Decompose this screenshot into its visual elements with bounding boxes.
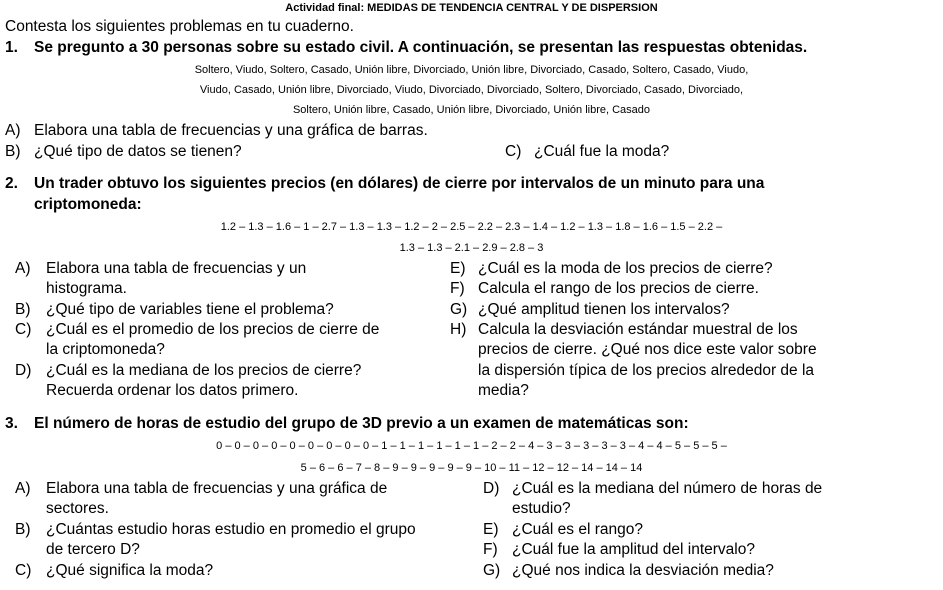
data-line: 1.3 – 1.3 – 2.1 – 2.9 – 2.8 – 3	[399, 242, 544, 254]
item-text: ¿Cuál es el promedio de los precios de cierre de	[46, 321, 380, 338]
item-text: ¿Cuál es el rango?	[512, 521, 643, 538]
item-text: la dispersión típica de los precios alrededor de la	[478, 362, 815, 379]
item-text: Recuerda ordenar los datos primero.	[46, 382, 299, 399]
item-text: Elabora una tabla de frecuencias y una gráfica de	[46, 480, 388, 497]
item-text: estudio?	[512, 500, 571, 517]
item-text: Elabora una tabla de frecuencias y un	[46, 260, 307, 277]
item-letter: C)	[505, 143, 522, 160]
item-letter: E)	[450, 260, 466, 277]
item-text: ¿Qué tipo de datos se tienen?	[34, 143, 242, 160]
item-letter: A)	[5, 122, 21, 139]
item-text: de tercero D?	[46, 541, 140, 558]
item-text: histograma.	[46, 280, 127, 297]
problem-number: 2.	[5, 175, 18, 192]
item-text: ¿Qué nos indica la desviación media?	[512, 562, 774, 579]
item-letter: C)	[15, 562, 32, 579]
item-letter: G)	[483, 562, 501, 579]
item-text: ¿Cuál fue la moda?	[534, 143, 670, 160]
item-text: ¿Qué significa la moda?	[46, 562, 214, 579]
problem-statement: Un trader obtuvo los siguientes precios (en dólares) de cierre por intervalos de un minuto para una	[34, 175, 765, 192]
problem-statement: Se pregunto a 30 personas sobre su estado civil. A continuación, se presentan las respuestas obtenidas.	[34, 39, 808, 56]
page-title: Actividad final: MEDIDAS DE TENDENCIA CENTRAL Y DE DISPERSION	[285, 2, 658, 14]
item-letter: E)	[483, 521, 499, 538]
data-line: 1.2 – 1.3 – 1.6 – 1 – 2.7 – 1.3 – 1.3 – 1.2 – 2 – 2.5 – 2.2 – 2.3 – 1.4 – 1.2 – 1.3 – 1.8 – 1.6 – 1.5 – 2.2 –	[220, 221, 723, 233]
item-text: media?	[478, 382, 529, 399]
item-text: ¿Qué amplitud tienen los intervalos?	[478, 301, 730, 318]
item-letter: B)	[15, 521, 31, 538]
item-letter: D)	[15, 362, 32, 379]
item-text: Calcula el rango de los precios de cierre.	[478, 280, 759, 297]
item-letter: C)	[15, 321, 32, 338]
item-letter: H)	[450, 321, 467, 338]
item-letter: F)	[450, 280, 465, 297]
data-line: Viudo, Casado, Unión libre, Divorciado, Viudo, Divorciado, Divorciado, Soltero, Divorciado, Casado, Divorciado,	[199, 84, 744, 96]
item-letter: B)	[15, 301, 31, 318]
data-line: Soltero, Unión libre, Casado, Unión libre, Divorciado, Unión libre, Casado	[292, 104, 651, 116]
item-letter: F)	[483, 541, 498, 558]
item-text: ¿Cuál es la mediana del número de horas de	[512, 480, 823, 497]
data-line: 5 – 6 – 6 – 7 – 8 – 9 – 9 – 9 – 9 – 9 – 10 – 11 – 12 – 12 – 14 – 14 – 14	[300, 462, 643, 474]
item-text: sectores.	[46, 500, 109, 517]
problem-number: 3.	[5, 415, 18, 432]
item-text: ¿Cuál es la moda de los precios de cierre?	[478, 260, 773, 277]
item-text: ¿Cuál es la mediana de los precios de cierre?	[46, 362, 362, 379]
problem-statement: El número de horas de estudio del grupo de 3D previo a un examen de matemáticas son:	[34, 415, 689, 432]
item-letter: A)	[15, 480, 31, 497]
data-line: Soltero, Viudo, Soltero, Casado, Unión libre, Divorciado, Unión libre, Divorciado, Casado, Soltero, Casado, Viudo,	[194, 64, 749, 76]
item-text: Calcula la desviación estándar muestral de los	[478, 321, 798, 338]
problem-statement: criptomoneda:	[34, 196, 142, 213]
item-text: precios de cierre. ¿Qué nos dice este valor sobre	[478, 341, 817, 358]
item-letter: B)	[5, 143, 21, 160]
item-text: Elabora una tabla de frecuencias y una gráfica de barras.	[34, 122, 428, 139]
item-text: ¿Cuántas estudio horas estudio en promedio el grupo	[46, 521, 416, 538]
item-text: ¿Cuál fue la amplitud del intervalo?	[512, 541, 755, 558]
item-letter: A)	[15, 260, 31, 277]
item-letter: D)	[483, 480, 500, 497]
item-text: ¿Qué tipo de variables tiene el problema?	[46, 301, 334, 318]
item-text: la criptomoneda?	[46, 341, 165, 358]
item-letter: G)	[450, 301, 468, 318]
problem-number: 1.	[5, 39, 18, 56]
data-line: 0 – 0 – 0 – 0 – 0 – 0 – 0 – 0 – 0 – 1 – 1 – 1 – 1 – 1 – 1 – 2 – 2 – 4 – 3 – 3 – 3 – 3 – 3 – 4 – 4 – 5 – 5 – 5 –	[216, 440, 727, 452]
instructions: Contesta los siguientes problemas en tu cuaderno.	[5, 18, 354, 35]
